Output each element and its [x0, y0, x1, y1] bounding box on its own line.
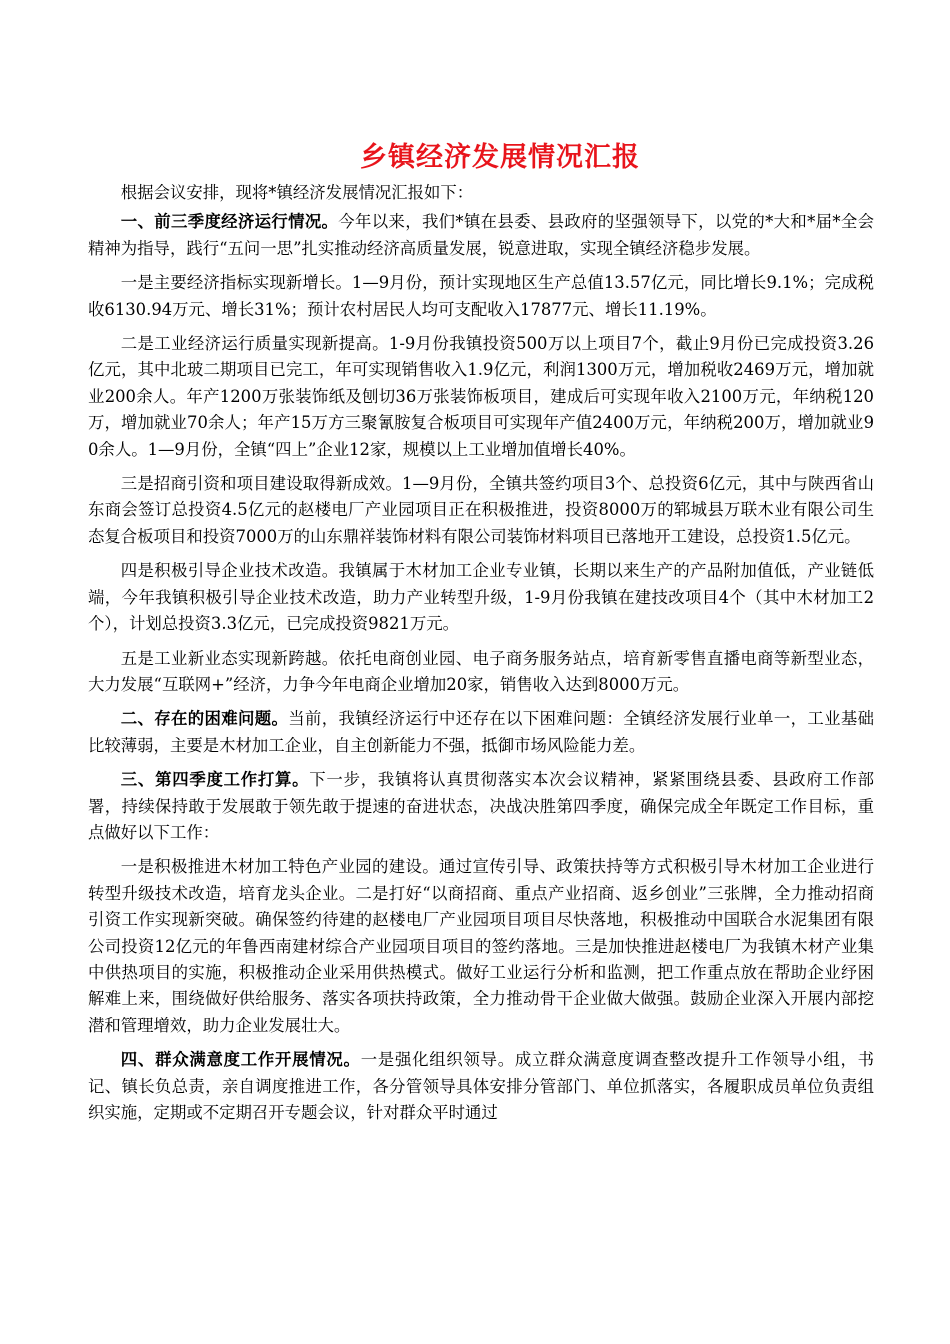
section-paragraph-3	[88, 767, 874, 846]
paragraph-investment	[88, 471, 874, 550]
section-paragraph-2	[88, 706, 874, 759]
document-body	[88, 180, 874, 1134]
paragraph-text: 今年以来，我们*镇在县委、县政府的坚强领导下，以党的*大和*届*全会精神为指导，践行“五问一思”扎实推动经济高质量发展，锐意进取，实现全镇经济稳步发展。	[88, 212, 875, 258]
paragraph-text: 三是招商引资和项目建设取得新成效。1—9月份，全镇共签约项目3个、总投资6亿元，其中与陕西省山东商会签订总投资4.5亿元的赵楼电厂产业园项目正在积极推进，投资8000万的郓城县万联木业有限公司生态复合板项目和投资7000万的山东鼎祥装饰材料有限公司装饰材料项目已落地开工建设，总投资1.5亿元。	[88, 474, 874, 546]
paragraph-new-business	[88, 646, 874, 699]
section-heading-4: 四、群众满意度工作开展情况。	[120, 1050, 361, 1070]
document-title: 乡镇经济发展情况汇报	[360, 142, 640, 173]
paragraph-text: 一是积极推进木材加工特色产业园的建设。通过宣传引导、政策扶持等方式积极引导木材加工企业进行转型升级技术改造，培育龙头企业。二是打好“以商招商、重点产业招商、返乡创业”三张牌，全力推动招商引资工作实现新突破。确保签约待建的赵楼电厂产业园项目项目尽快落地，积极推动中国联合水泥集团有限公司投资12亿元的年鲁西南建材综合产业园项目项目的签约落地。三是加快推进赵楼电厂为我镇木材产业集中供热项目的实施，积极推动企业采用供热模式。做好工业运行分析和监测，把工作重点放在帮助企业纾困解难上来，围绕做好供给服务、落实各项扶持政策，全力推动骨干企业做大做强。鼓励企业深入开展内部挖潜和管理增效，助力企业发展壮大。	[88, 857, 874, 1035]
paragraph-industry-quality	[88, 331, 874, 463]
section-paragraph-1	[88, 209, 874, 262]
paragraph-text: 当前，我镇经济运行中还存在以下困难问题：全镇经济发展行业单一，工业基础比较薄弱，主要是木材加工企业，自主创新能力不强，抵御市场风险能力差。	[88, 709, 875, 755]
paragraph-text: 五是工业新业态实现新跨越。依托电商创业园、电子商务服务站点，培育新零售直播电商等新型业态，大力发展“互联网+”经济，力争今年电商企业增加20家，销售收入达到8000万元。	[88, 648, 874, 694]
paragraph-text: 一是强化组织领导。成立群众满意度调查整改提升工作领导小组，书记、镇长负总责，亲自调度推进工作，各分管领导具体安排分管部门、单位抓落实，各履职成员单位负责组织实施，定期或不定期召开专题会议，针对群众平时通过	[88, 1050, 875, 1122]
paragraph-text: 二是工业经济运行质量实现新提高。1-9月份我镇投资500万以上项目7个，截止9月份已完成投资3.26亿元，其中北玻二期项目已完工，年可实现销售收入1.9亿元，利润1300万元，增加税收2469万元，增加就业200余人。年产1200万张装饰纸及刨切36万张装饰板项目，建成后可实现年收入2100万元，年纳税120万，增加就业70余人；年产15万方三聚氰胺复合板项目可实现年产值2400万元，年纳税200万，增加就业90余人。1—9月份，全镇“四上”企业12家，规模以上工业增加值增长40%。	[88, 334, 874, 459]
paragraph-text: 四是积极引导企业技术改造。我镇属于木材加工企业专业镇，长期以来生产的产品附加值低，产业链低端，今年我镇积极引导企业技术改造，助力产业转型升级，1-9月份我镇在建技改项目4个（其中木材加工2个），计划总投资3.3亿元，已完成投资9821万元。	[88, 561, 874, 634]
section-heading-3: 三、第四季度工作打算。	[120, 770, 310, 790]
paragraph-text: 一是主要经济指标实现新增长。1—9月份，预计实现地区生产总值13.57亿元，同比增长9.1%；完成税收6130.94万元、增长31%；预计农村居民人均可支配收入17877元、增长11.19%。	[88, 273, 874, 319]
section-heading-1: 一、前三季度经济运行情况。	[120, 212, 339, 232]
section-heading-2: 二、存在的困难问题。	[120, 709, 289, 729]
paragraph-tech-upgrade	[88, 558, 874, 637]
paragraph-text: 下一步，我镇将认真贯彻落实本次会议精神，紧紧围绕县委、县政府工作部署，持续保持敢于发展敢于领先敢于提速的奋进状态，决战决胜第四季度，确保完成全年既定工作目标，重点做好以下工作：	[88, 770, 875, 842]
paragraph-indicators	[88, 270, 874, 323]
section-paragraph-4	[88, 1047, 874, 1126]
paragraph-q4-plans	[88, 854, 874, 1039]
intro-paragraph: 根据会议安排，现将*镇经济发展情况汇报如下：	[120, 183, 474, 202]
